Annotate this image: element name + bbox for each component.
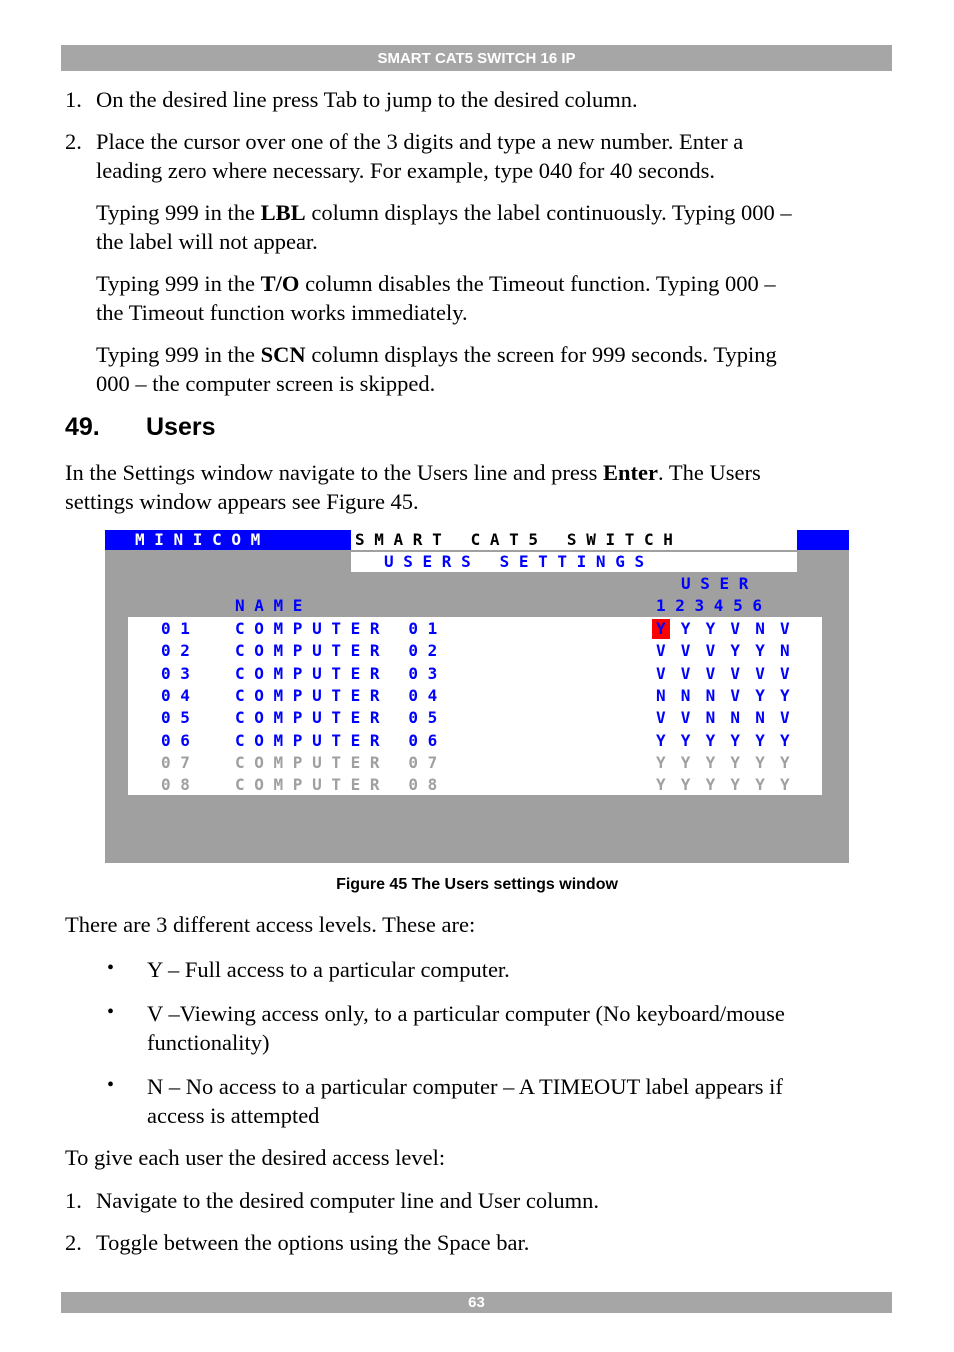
access-cell[interactable]: Y	[755, 685, 765, 705]
access-cell[interactable]: Y	[755, 641, 765, 661]
access-cell[interactable]: N	[755, 619, 765, 638]
access-cell[interactable]: V	[730, 685, 741, 705]
intro-paragraph-line2: settings window appears see Figure 45.	[65, 489, 419, 514]
access-cell[interactable]: V	[730, 663, 741, 683]
access-cell[interactable]: Y	[680, 752, 691, 772]
access-cell[interactable]: V	[780, 708, 790, 728]
computer-name: C O M P U T E R 0 3	[235, 663, 438, 683]
access-cell[interactable]: Y	[730, 641, 741, 661]
page-header: SMART CAT5 SWITCH 16 IP	[61, 45, 892, 71]
access-cell[interactable]: V	[780, 619, 790, 638]
section-title: Users	[146, 413, 216, 441]
give-intro: To give each user the desired access level:	[65, 1145, 446, 1170]
step-text: leading zero where necessary. For example, type 040 for 40 seconds.	[96, 158, 715, 183]
step-number: 1.	[65, 1188, 82, 1213]
access-cell[interactable]: Y	[755, 752, 765, 772]
bullet-marker: •	[107, 1001, 115, 1023]
access-cell[interactable]: V	[730, 619, 741, 638]
bullet-text: N – No access to a particular computer – A TIMEOUT label appears if	[147, 1074, 783, 1099]
access-cell[interactable]: Y	[730, 775, 741, 795]
paragraph-lbl-line2: the label will not appear.	[96, 229, 318, 254]
access-cell[interactable]: Y	[730, 730, 741, 750]
access-cell[interactable]: V	[780, 663, 790, 683]
intro-paragraph: In the Settings window navigate to the Users line and press Enter. The Users	[65, 460, 761, 485]
step-number: 2.	[65, 129, 82, 154]
levels-intro: There are 3 different access levels. These are:	[65, 912, 476, 937]
computer-id: 0 6	[161, 730, 190, 750]
computer-name: C O M P U T E R 0 8	[235, 775, 438, 795]
access-cell[interactable]: V	[680, 708, 691, 728]
access-cell[interactable]: Y	[705, 730, 716, 750]
access-cell[interactable]: Y	[705, 752, 716, 772]
access-cell[interactable]: Y	[680, 775, 691, 795]
paragraph-to-line2: the Timeout function works immediately.	[96, 300, 468, 325]
access-cell[interactable]: N	[755, 708, 765, 728]
computer-table	[128, 617, 822, 795]
step-text: Toggle between the options using the Space bar.	[96, 1230, 530, 1255]
access-cell[interactable]: V	[705, 641, 716, 661]
user-column-numbers: 1 2 3 4 5 6	[656, 596, 762, 615]
bullet-text: V –Viewing access only, to a particular computer (No keyboard/mouse	[147, 1001, 785, 1026]
access-cell[interactable]: N	[680, 685, 691, 705]
access-cell[interactable]: Y	[656, 730, 666, 750]
access-cell[interactable]: V	[656, 708, 666, 728]
computer-name: C O M P U T E R 0 7	[235, 752, 438, 772]
minicom-title: M I N I C O M	[135, 530, 261, 549]
access-cell[interactable]: Y	[656, 775, 666, 795]
bullet-marker: •	[107, 957, 115, 979]
step-number: 2.	[65, 1230, 82, 1255]
access-cell[interactable]: N	[730, 708, 741, 728]
paragraph-scn: Typing 999 in the SCN column displays the screen for 999 seconds. Typing	[96, 342, 777, 367]
access-cell[interactable]: N	[705, 708, 716, 728]
access-cell[interactable]: V	[755, 663, 765, 683]
step-text: Place the cursor over one of the 3 digits and type a new number. Enter a	[96, 129, 744, 154]
computer-id: 0 4	[161, 685, 190, 705]
bullet-text: access is attempted	[147, 1103, 320, 1128]
access-cell[interactable]: Y	[705, 619, 716, 638]
computer-id: 0 5	[161, 708, 190, 728]
paragraph-to: Typing 999 in the T/O column disables the Timeout function. Typing 000 –	[96, 271, 776, 296]
access-cell[interactable]: Y	[780, 730, 790, 750]
users-settings-screenshot	[105, 530, 849, 863]
access-cell[interactable]: Y	[680, 619, 691, 638]
paragraph-scn-line2: 000 – the computer screen is skipped.	[96, 371, 436, 396]
title-bar-end	[797, 530, 849, 550]
bullet-marker: •	[107, 1074, 115, 1096]
computer-id: 0 1	[161, 619, 190, 638]
computer-name: C O M P U T E R 0 4	[235, 685, 438, 705]
computer-name: C O M P U T E R 0 6	[235, 730, 438, 750]
access-cell[interactable]: V	[680, 663, 691, 683]
step-text: On the desired line press Tab to jump to the desired column.	[96, 87, 638, 112]
bullet-text: functionality)	[147, 1030, 270, 1055]
computer-id: 0 8	[161, 775, 190, 795]
access-cell[interactable]: N	[780, 641, 790, 661]
bullet-text: Y – Full access to a particular computer.	[147, 957, 510, 982]
computer-id: 0 7	[161, 752, 190, 772]
computer-name: C O M P U T E R 0 2	[235, 641, 438, 661]
access-cell[interactable]: Y	[705, 775, 716, 795]
section-number: 49.	[65, 413, 100, 441]
name-label: N A M E	[235, 596, 303, 615]
page-number: 63	[61, 1292, 892, 1313]
step-number: 1.	[65, 87, 82, 112]
access-cell[interactable]: Y	[780, 685, 790, 705]
access-cell[interactable]: V	[705, 663, 716, 683]
access-cell[interactable]: N	[656, 685, 666, 705]
figure-caption: Figure 45 The Users settings window	[336, 876, 618, 893]
computer-name: C O M P U T E R 0 1	[235, 619, 438, 638]
users-settings-subtitle: U S E R S S E T T I N G S	[384, 552, 645, 571]
computer-name: C O M P U T E R 0 5	[235, 708, 438, 728]
access-cell[interactable]: N	[705, 685, 716, 705]
switch-title: S M A R T C A T 5 S W I T C H	[355, 530, 673, 549]
access-cell[interactable]: V	[656, 641, 666, 661]
access-cell[interactable]: Y	[755, 730, 765, 750]
access-cell[interactable]: V	[680, 641, 691, 661]
computer-id: 0 2	[161, 641, 190, 661]
access-cell-cursor[interactable]: Y	[652, 619, 670, 639]
paragraph-lbl: Typing 999 in the LBL column displays the label continuously. Typing 000 –	[96, 200, 792, 225]
access-cell[interactable]: Y	[780, 775, 790, 795]
access-cell[interactable]: Y	[780, 752, 790, 772]
user-label: U S E R	[681, 574, 749, 593]
step-text: Navigate to the desired computer line and User column.	[96, 1188, 599, 1213]
access-cell[interactable]: Y	[755, 775, 765, 795]
access-cell[interactable]: Y	[730, 752, 741, 772]
access-cell[interactable]: V	[656, 663, 666, 683]
access-cell[interactable]: Y	[656, 752, 666, 772]
access-cell[interactable]: Y	[680, 730, 691, 750]
computer-id: 0 3	[161, 663, 190, 683]
